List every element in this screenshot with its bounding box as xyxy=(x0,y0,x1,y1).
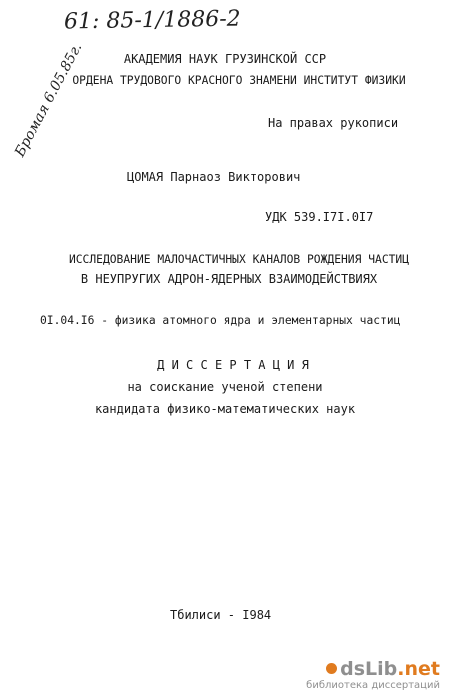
dslib-tagline: библиотека диссертаций xyxy=(306,680,440,691)
handwritten-registry-number: 61: 85-1/1886-2 xyxy=(63,6,241,35)
academy-name: АКАДЕМИЯ НАУК ГРУЗИНСКОЙ ССР xyxy=(123,52,327,66)
dslib-watermark xyxy=(306,659,440,692)
handwritten-margin-note: Бромая 6.05.85г. xyxy=(12,40,86,160)
author-name: ЦОМАЯ Парнаоз Викторович xyxy=(127,170,301,184)
thesis-title-line1: ИССЛЕДОВАНИЕ МАЛОЧАСТИЧНЫХ КАНАЛОВ РОЖДЕНИЯ ЧАСТИЦ xyxy=(68,253,410,266)
specialty-code: 0I.04.I6 - физика атомного ядра и элементарных частиц xyxy=(40,314,401,327)
dslib-circle-icon xyxy=(326,663,337,674)
place-and-year: Тбилиси - I984 xyxy=(170,608,272,622)
institute-name: ОРДЕНА ТРУДОВОГО КРАСНОГО ЗНАМЕНИ ИНСТИТУТ ФИЗИКИ xyxy=(72,74,406,87)
udc-code: УДК 539.I7I.0I7 xyxy=(265,210,374,224)
degree-line2: кандидата физико-математических наук xyxy=(94,402,356,416)
dissertation-heading: Д И С С Е Р Т А Ц И Я xyxy=(157,358,309,372)
rights-note: На правах рукописи xyxy=(268,116,399,130)
thesis-title-line2: В НЕУПРУГИХ АДРОН-ЯДЕРНЫХ ВЗАИМОДЕЙСТВИЯХ xyxy=(80,272,378,286)
dslib-logo-prefix: dsLib xyxy=(340,658,398,680)
dslib-logo xyxy=(306,659,440,679)
dslib-logo-suffix: .net xyxy=(397,658,440,680)
degree-line1: на соискание ученой степени xyxy=(127,380,323,394)
